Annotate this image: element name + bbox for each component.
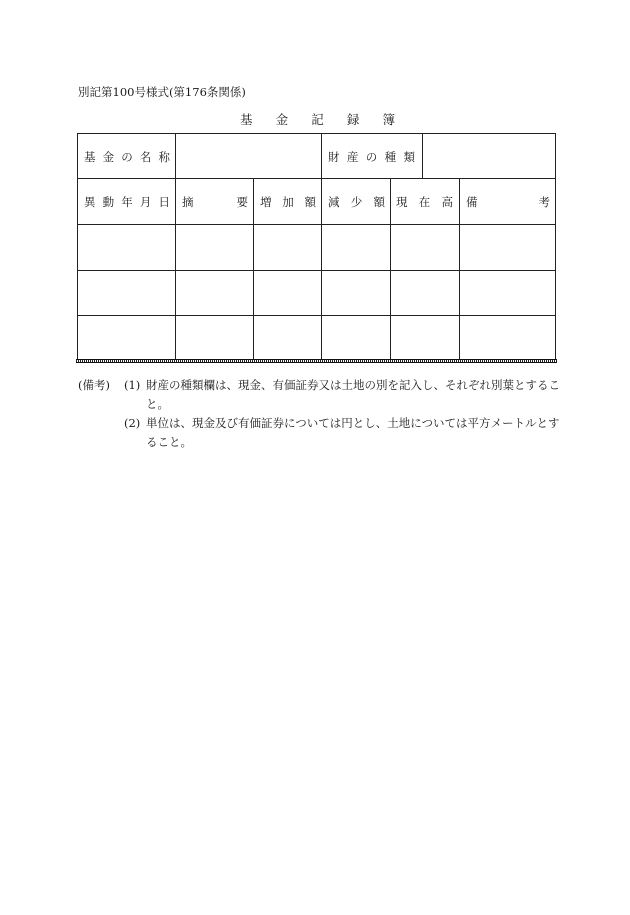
- header-decrease: [328, 194, 385, 210]
- row-divider: [78, 315, 555, 316]
- label-char: 基: [84, 150, 96, 164]
- label-char: 称: [158, 150, 170, 164]
- note-text: 単位は、現金及び有価証券については円とし、土地については平方メートルとすること。: [146, 416, 560, 449]
- column-divider: [175, 178, 176, 359]
- column-divider: [422, 134, 423, 178]
- label-char: 金: [102, 150, 115, 164]
- label-char: の: [365, 150, 378, 164]
- header-char: 備: [466, 195, 478, 209]
- property-type-label: [328, 149, 415, 165]
- header-char: 日: [158, 195, 170, 209]
- header-char: 額: [373, 195, 385, 209]
- label-char: の: [121, 150, 133, 164]
- column-divider: [390, 178, 391, 359]
- fund-name-label: [84, 149, 170, 165]
- row-divider: [78, 224, 555, 225]
- label-char: 種: [384, 150, 397, 164]
- header-char: 現: [396, 195, 408, 209]
- header-char: 額: [304, 195, 316, 209]
- header-char: 増: [260, 195, 272, 209]
- note-number: (2): [124, 416, 141, 430]
- label-char: 財: [328, 150, 340, 164]
- title-char: 金: [275, 112, 289, 127]
- header-char: 在: [418, 195, 431, 209]
- header-char: 年: [121, 195, 133, 209]
- header-balance: [396, 194, 453, 210]
- title-char: 簿: [382, 112, 395, 127]
- header-char: 摘: [182, 195, 194, 209]
- header-char: 動: [102, 195, 115, 209]
- header-remarks: [466, 194, 550, 210]
- notes-label: (備考): [78, 378, 110, 392]
- label-char: 産: [346, 150, 359, 164]
- row-divider: [78, 178, 555, 179]
- header-char: 減: [328, 195, 340, 209]
- title-char: 録: [346, 112, 360, 127]
- header-change-date: [84, 194, 170, 210]
- remarks-notes: [78, 376, 560, 452]
- column-divider: [459, 178, 460, 359]
- column-divider: [175, 134, 176, 178]
- label-char: 類: [403, 150, 415, 164]
- form-number: 別記第100号様式(第176条関係): [78, 85, 246, 99]
- header-char: 考: [538, 195, 550, 209]
- column-divider: [321, 134, 322, 178]
- note-text: 財産の種類欄は、現金、有価証券又は土地の別を記入し、それぞれ別葉とすること。: [146, 378, 560, 411]
- header-char: 高: [441, 195, 453, 209]
- document-title: [240, 110, 395, 128]
- ledger-table: [77, 133, 556, 360]
- title-char: 記: [311, 112, 324, 127]
- row-divider: [78, 270, 555, 271]
- closing-double-rule: [76, 359, 557, 363]
- header-char: 少: [350, 195, 363, 209]
- header-summary: [182, 194, 248, 210]
- header-char: 月: [139, 195, 152, 209]
- header-char: 加: [282, 195, 294, 209]
- note-number: (1): [124, 378, 141, 392]
- column-divider: [321, 178, 322, 359]
- header-char: 異: [84, 195, 96, 209]
- header-char: 要: [236, 195, 248, 209]
- column-divider: [253, 178, 254, 359]
- label-char: 名: [139, 150, 152, 164]
- note-item: [78, 376, 560, 414]
- title-char: 基: [240, 112, 253, 127]
- header-increase: [260, 194, 316, 210]
- note-item: [78, 414, 560, 452]
